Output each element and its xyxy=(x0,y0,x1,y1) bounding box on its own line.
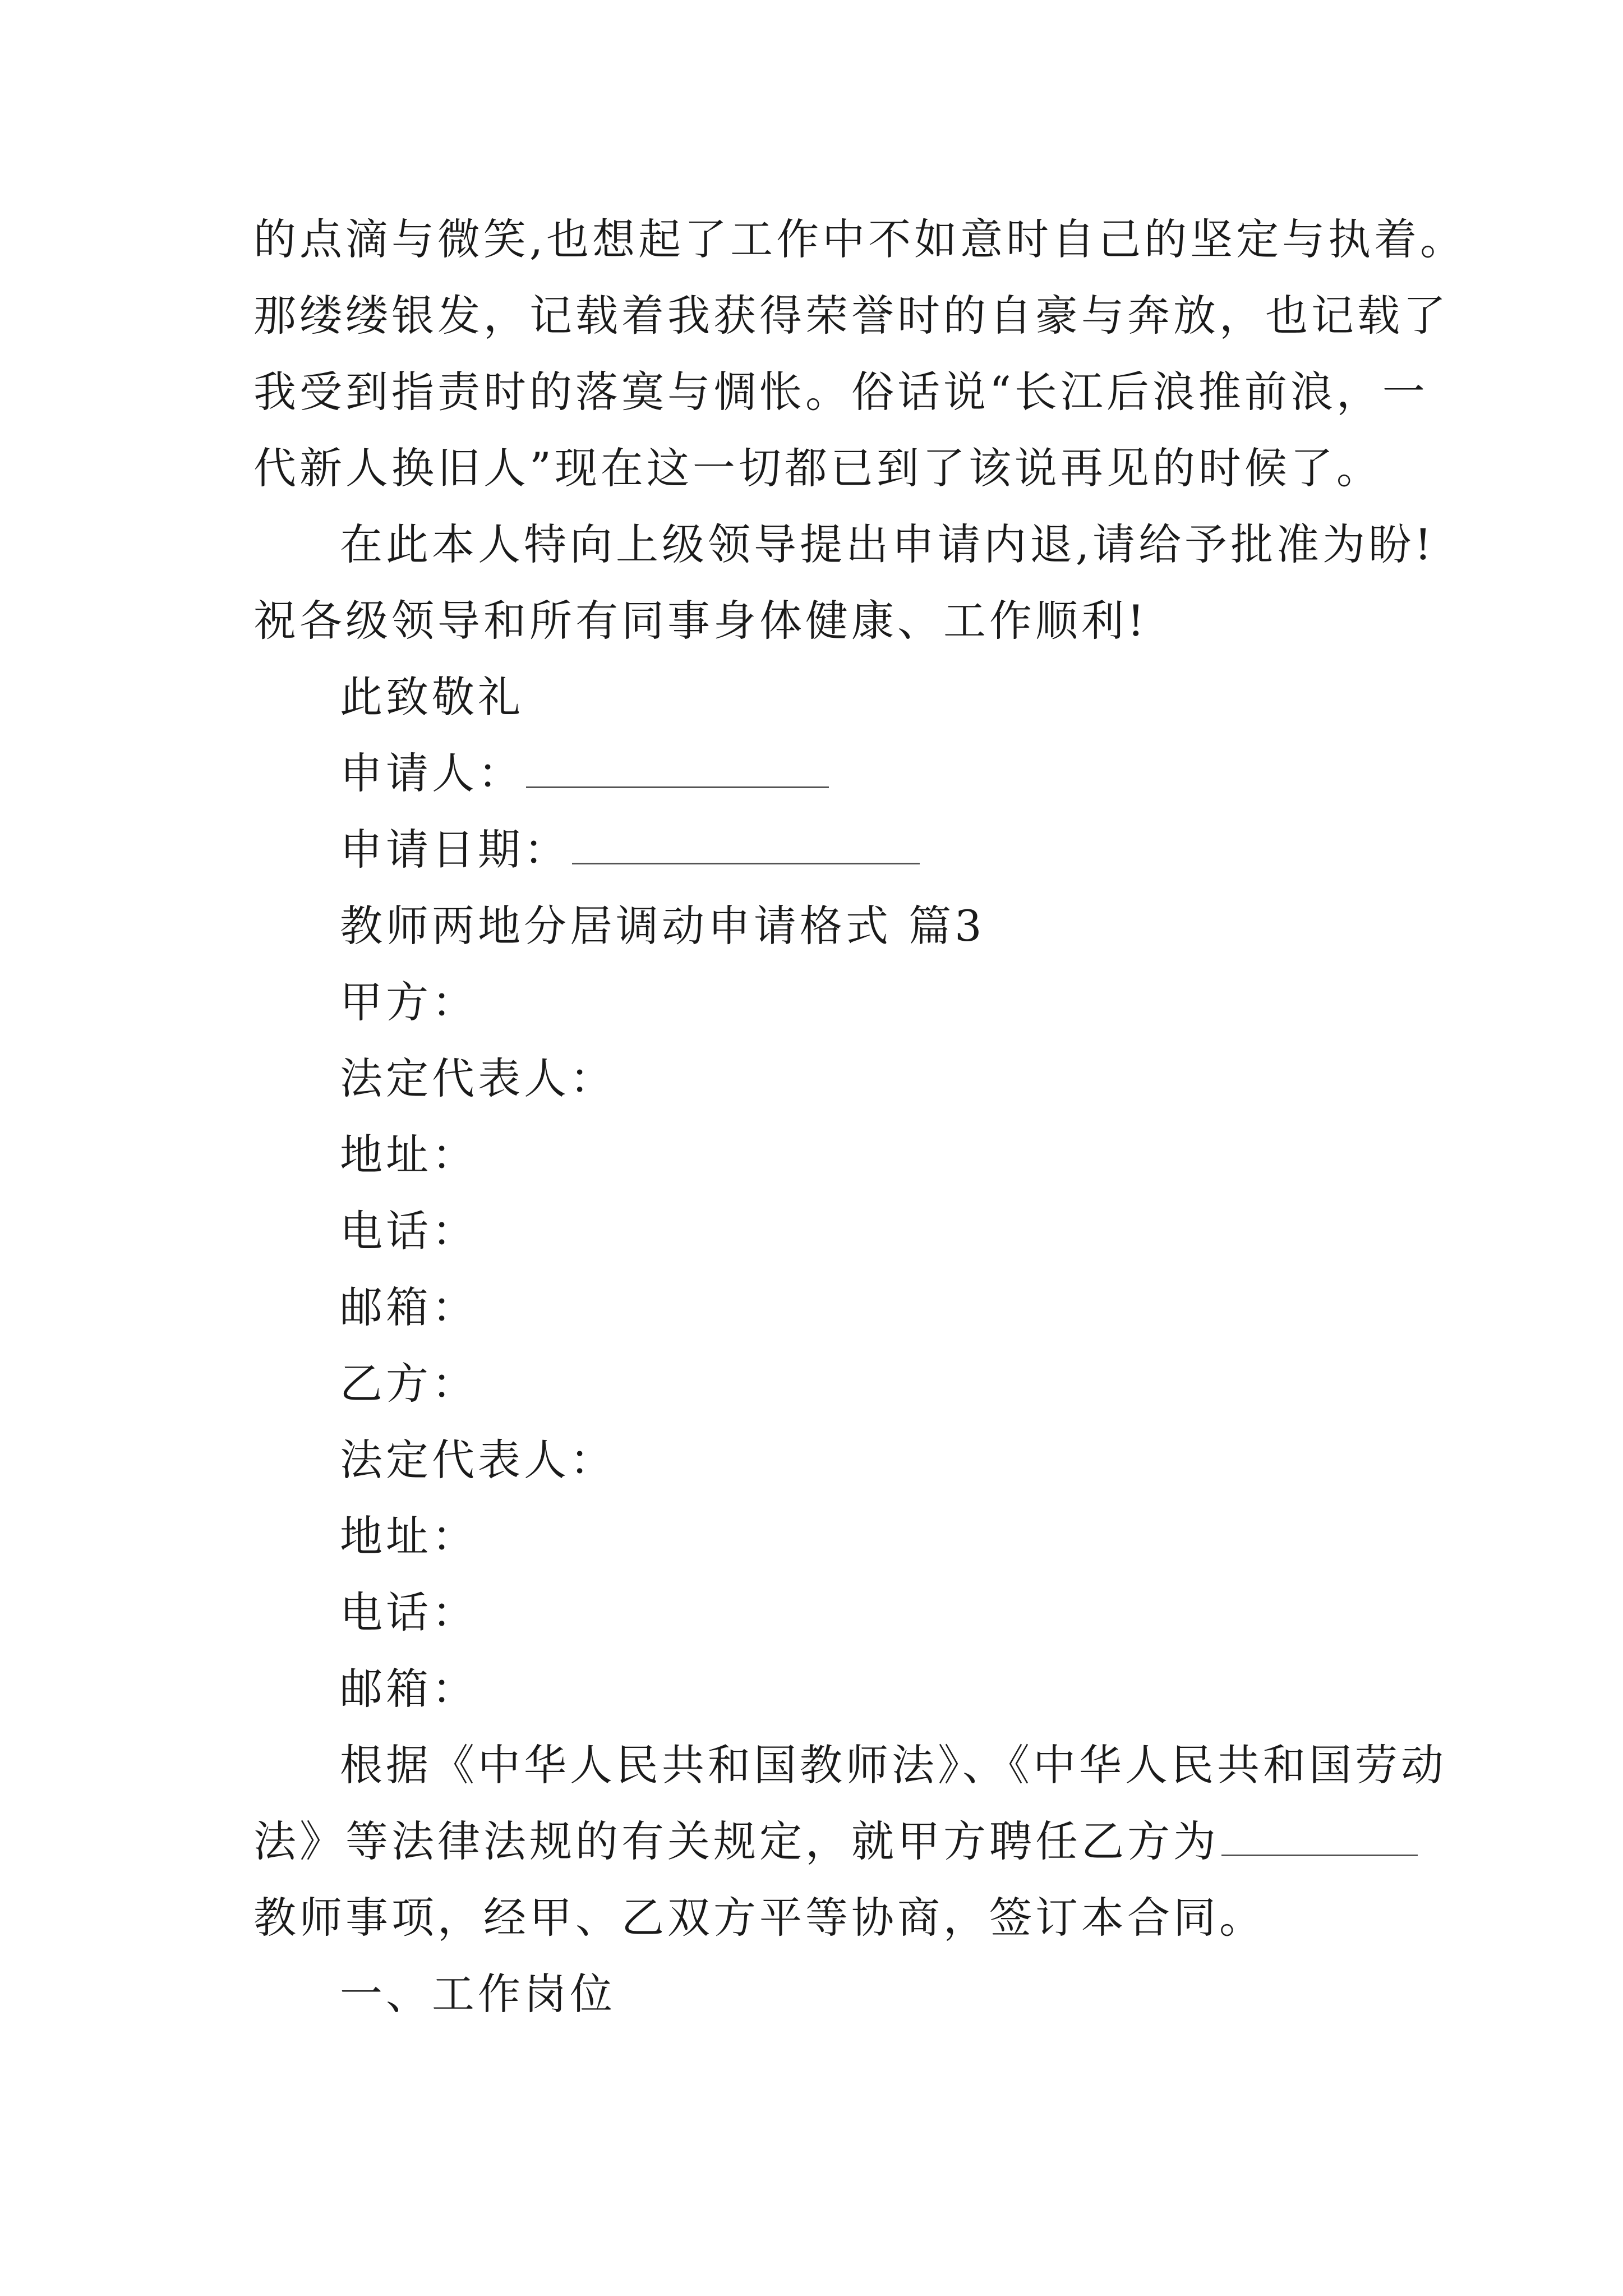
basis-line-2-text: 法》等法律法规的有关规定，就甲方聘任乙方为 xyxy=(253,1816,1219,1866)
request-line-2: 祝各级领导和所有同事身体健康、工作顺利! xyxy=(253,596,1148,646)
application-date-line xyxy=(340,819,920,881)
application-date-label: 申请日期： xyxy=(340,825,570,875)
applicant-label: 申请人： xyxy=(340,748,524,798)
party-b-representative: 法定代表人： xyxy=(340,1435,616,1485)
body-line-2: 那缕缕银发，记载着我获得荣誉时的自豪与奔放，也记载了 xyxy=(253,291,1449,341)
clause-1-heading: 一、工作岗位 xyxy=(340,1969,616,2019)
party-b-phone: 电话： xyxy=(340,1588,478,1637)
applicant-line xyxy=(340,743,829,804)
party-a-label: 甲方： xyxy=(340,977,478,1027)
basis-line-2 xyxy=(253,1811,1418,1872)
party-b-email: 邮箱： xyxy=(340,1664,478,1714)
basis-line-3: 教师事项，经甲、乙双方平等协商，签订本合同。 xyxy=(253,1893,1265,1943)
application-date-blank xyxy=(572,863,920,864)
body-line-3: 我受到指责时的落寞与惆怅。俗话说“长江后浪推前浪，一 xyxy=(253,367,1428,417)
party-a-representative: 法定代表人： xyxy=(340,1053,616,1103)
body-line-4: 代新人换旧人”现在这一切都已到了该说再见的时候了。 xyxy=(253,443,1382,493)
body-line-1: 的点滴与微笑,也想起了工作中不如意时自己的坚定与执着。 xyxy=(253,214,1467,264)
position-blank xyxy=(1221,1855,1418,1856)
basis-line-1: 根据《中华人民共和国教师法》、《中华人民共和国劳动 xyxy=(340,1740,1447,1790)
section-title: 教师两地分居调动申请格式 篇3 xyxy=(340,901,985,951)
party-a-address: 地址： xyxy=(340,1130,478,1180)
closing-salutation: 此致敬礼 xyxy=(340,672,524,722)
party-b-label: 乙方： xyxy=(340,1359,478,1409)
party-b-address: 地址： xyxy=(340,1511,478,1561)
party-a-phone: 电话： xyxy=(340,1206,478,1256)
request-line-1: 在此本人特向上级领导提出申请内退,请给予批准为盼! xyxy=(340,519,1435,569)
party-a-email: 邮箱： xyxy=(340,1282,478,1332)
applicant-blank xyxy=(526,786,829,788)
